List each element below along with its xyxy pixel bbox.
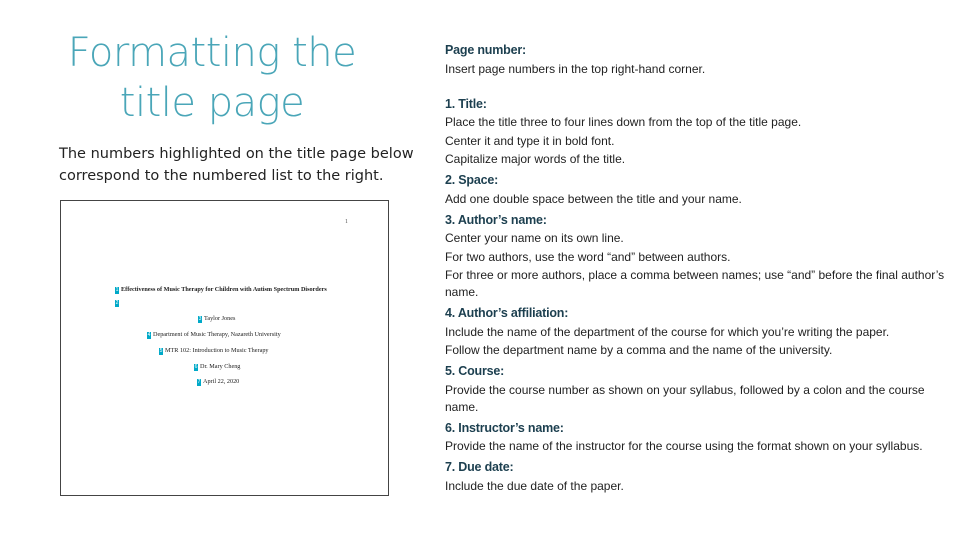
marker-6: 6 <box>194 364 198 370</box>
sample-title-page <box>60 200 389 496</box>
section-heading: 3. Author’s name: <box>445 212 547 227</box>
section-line: Insert page numbers in the top right-hand corner. <box>445 61 706 76</box>
section-heading: 7. Due date: <box>445 460 514 474</box>
section-line: Add one double space between the title and your name. <box>445 191 742 206</box>
section-heading: 1. Title: <box>445 96 487 111</box>
slide-title <box>62 28 362 128</box>
sample-page-number: 1 <box>345 219 348 225</box>
section-line: For two authors, use the word “and” between authors. <box>445 249 731 264</box>
section-line: For three or more authors, place a comma between names; use “and” before the final author’s name. <box>445 268 945 299</box>
sample-paper-title: Effectiveness of Music Therapy for Children with Autism Spectrum Disorders <box>121 286 327 293</box>
section-heading: 5. Course: <box>445 364 505 378</box>
marker-1: 1 <box>115 287 119 293</box>
instructions-list <box>445 38 945 496</box>
section-line: Place the title three to four lines down from the top of the title page. <box>445 115 802 129</box>
slide-title-line-1: Formatting the <box>67 30 357 76</box>
section-line: Capitalize major words of the title. <box>445 152 626 166</box>
section-line: Follow the department name by a comma and the name of the university. <box>445 343 833 357</box>
sample-affiliation: Department of Music Therapy, Nazareth University <box>153 331 281 338</box>
section-space <box>445 172 945 208</box>
section-line: Center it and type it in bold font. <box>445 133 615 148</box>
section-course <box>445 363 945 416</box>
sample-author: Taylor Jones <box>204 315 236 322</box>
section-heading: Page number: <box>445 43 526 57</box>
section-line: Include the due date of the paper. <box>445 478 624 493</box>
section-due-date <box>445 459 945 495</box>
section-author-affiliation <box>445 305 945 359</box>
sample-due-date: April 22, 2020 <box>203 378 240 385</box>
slide-subtitle: The numbers highlighted on the title page below correspond to the numbered list to the right. <box>59 146 414 184</box>
marker-5: 5 <box>159 348 163 354</box>
slide-title-line-2: title page <box>119 80 305 126</box>
sample-instructor: Dr. Mary Cheng <box>200 363 241 370</box>
section-line: Include the name of the department of the course for which you’re writing the paper. <box>445 324 890 339</box>
section-line: Center your name on its own line. <box>445 231 624 245</box>
sample-course: MTR 102: Introduction to Music Therapy <box>165 347 269 354</box>
section-line: Provide the name of the instructor for the course using the format shown on your syllabus. <box>445 439 923 453</box>
section-heading: 4. Author’s affiliation: <box>445 306 569 320</box>
section-instructor-name <box>445 420 945 456</box>
marker-7: 7 <box>197 379 201 385</box>
section-title <box>445 96 945 169</box>
section-heading: 6. Instructor’s name: <box>445 420 564 435</box>
section-line: Provide the course number as shown on your syllabus, followed by a colon and the course name. <box>445 382 925 414</box>
section-page-number <box>445 42 945 78</box>
section-heading: 2. Space: <box>445 173 499 187</box>
marker-3: 3 <box>198 316 202 322</box>
marker-4: 4 <box>147 332 151 338</box>
section-author-name <box>445 212 945 302</box>
marker-2: 2 <box>115 300 119 306</box>
